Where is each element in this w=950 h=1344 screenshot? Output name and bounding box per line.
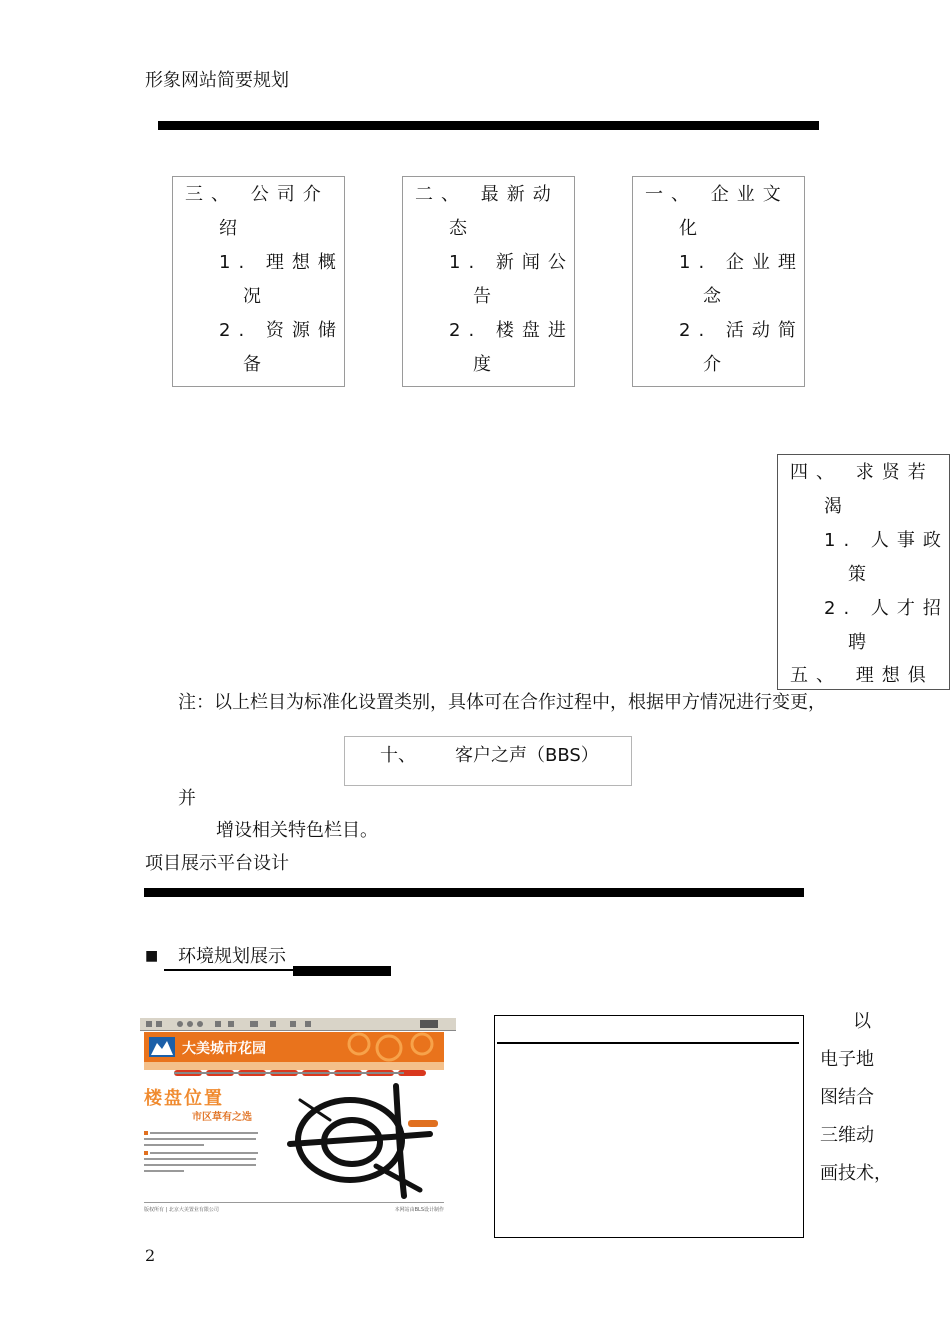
side-text-line: 图结合 [820, 1087, 874, 1108]
note-continuation: 并 [178, 788, 196, 809]
box-line: 告 [473, 286, 499, 307]
bbs-box [344, 736, 632, 786]
site-banner [144, 1032, 444, 1062]
website-screenshot [140, 1018, 456, 1216]
square-bullet-icon: ■ [145, 948, 159, 964]
box-line: 态 [449, 218, 475, 239]
page-number: 2 [145, 1246, 156, 1265]
box-line: 2. 资源储 [219, 320, 344, 341]
box-line: 聘 [848, 632, 874, 653]
box-line: 三、 公司介 [185, 184, 329, 205]
subsection-underline-bar [293, 966, 391, 976]
site-page-title: 楼盘位置 [144, 1088, 224, 1109]
box-line: 五、 理想俱 [790, 665, 934, 686]
location-map-sketch [280, 1080, 450, 1200]
frame-divider [497, 1042, 799, 1044]
document-header-title: 形象网站简要规划 [145, 70, 289, 91]
site-footer-right: 本网站由BLS设计制作 [394, 1207, 444, 1213]
side-text-line: 以 [853, 1011, 871, 1032]
site-footer-divider [144, 1202, 444, 1203]
site-subnav [144, 1070, 444, 1076]
column-box-recruit [777, 454, 950, 690]
box-line: 2. 楼盘进 [449, 320, 574, 341]
box-line: 况 [243, 286, 269, 307]
box-line: 1. 人事政 [824, 530, 949, 551]
site-footer-left: 版权所有 | 北京大美置业有限公司 [144, 1207, 219, 1213]
box-line: 四、 求贤若 [790, 462, 934, 483]
box-line: 2. 活动简 [679, 320, 804, 341]
header-rule [158, 121, 819, 130]
box-line: 二、 最新动 [415, 184, 559, 205]
box-line: 度 [473, 354, 499, 375]
note-continuation-2: 增设相关特色栏目。 [216, 820, 378, 841]
site-logo [149, 1037, 175, 1057]
column-box-company [172, 176, 345, 387]
box-line: 渴 [824, 496, 850, 517]
column-box-culture [632, 176, 805, 387]
box-line: 备 [243, 354, 269, 375]
empty-frame-box [494, 1015, 804, 1238]
bbs-number: 十、 [380, 745, 416, 766]
section-rule [144, 888, 804, 897]
box-line: 化 [679, 218, 705, 239]
subsection-title: 环境规划展示 [178, 946, 286, 967]
side-text-line: 电子地 [820, 1049, 874, 1070]
site-text-block-2 [144, 1150, 262, 1177]
side-text-line: 三维动 [820, 1125, 874, 1146]
site-page-subtitle: 市区草有之选 [192, 1112, 252, 1123]
column-box-news [402, 176, 575, 387]
box-line: 策 [848, 564, 874, 585]
subsection-underline [164, 969, 294, 971]
box-line: 1. 新闻公 [449, 252, 574, 273]
box-line: 2. 人才招 [824, 598, 949, 619]
browser-toolbar [140, 1018, 456, 1031]
box-line: 一、 企业文 [645, 184, 789, 205]
box-line: 1. 企业理 [679, 252, 804, 273]
site-name: 大美城市花园 [182, 1041, 266, 1057]
box-line: 1. 理想概 [219, 252, 344, 273]
site-footer [144, 1206, 444, 1213]
site-text-block-1 [144, 1130, 262, 1151]
bbs-label: 客户之声（BBS） [455, 745, 599, 766]
note-text: 注：以上栏目为标准化设置类别，具体可在合作过程中，根据甲方情况进行变更， [178, 692, 826, 713]
box-line: 绍 [219, 218, 245, 239]
site-nav [144, 1062, 444, 1070]
box-line: 介 [703, 354, 729, 375]
section-title: 项目展示平台设计 [145, 853, 289, 874]
side-text-line: 画技术， [820, 1163, 892, 1184]
box-line: 念 [703, 286, 729, 307]
